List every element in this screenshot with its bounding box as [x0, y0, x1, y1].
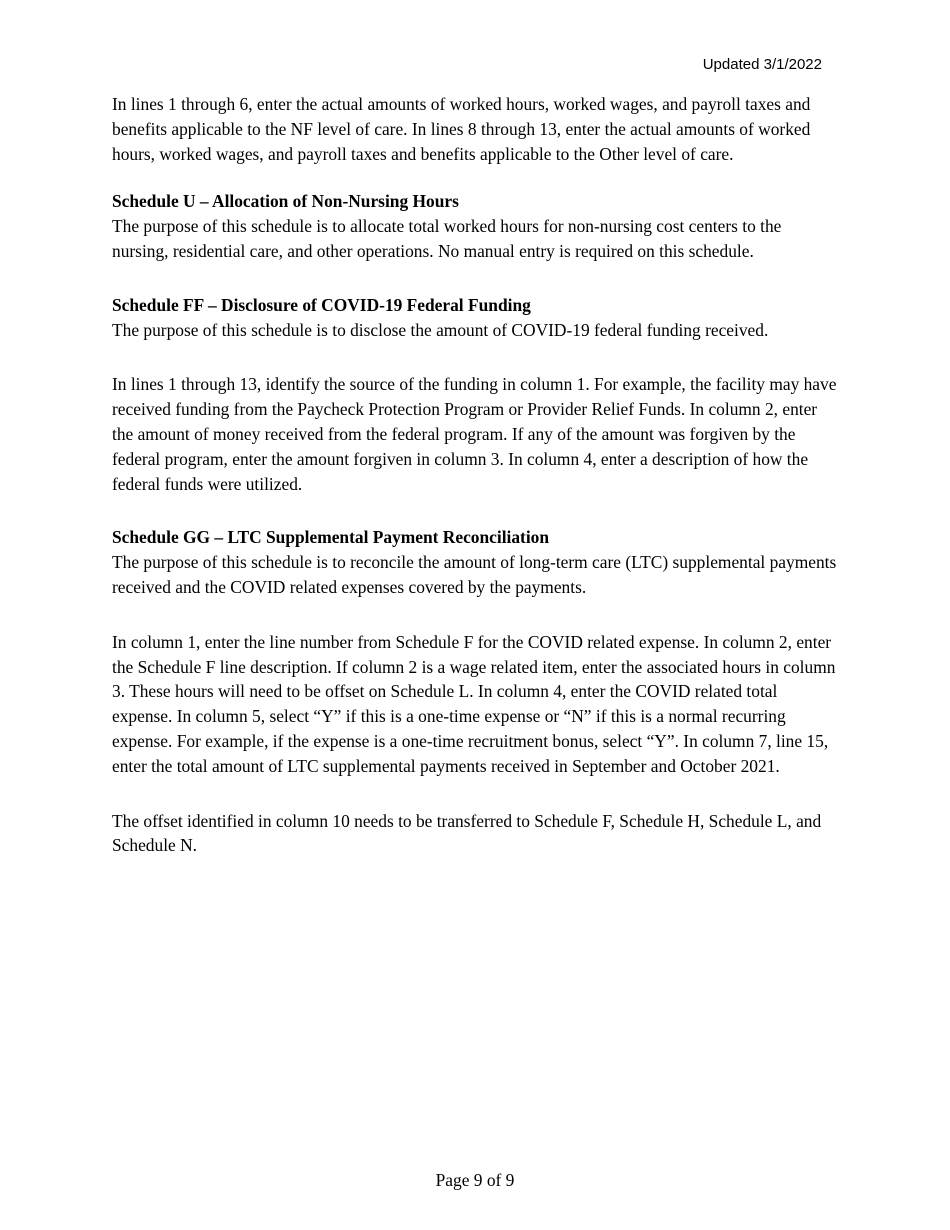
section-schedule-gg [112, 525, 842, 858]
document-body [112, 92, 842, 858]
intro-paragraph: In lines 1 through 6, enter the actual amounts of worked hours, worked wages, and payroll taxes and benefits applicable to the NF level of care. In lines 8 through 13, enter the actual amounts of worked hours, worked wages, and payroll taxes and benefits applicable to the Other level of care. [112, 94, 811, 164]
section-title-schedule-ff: Schedule FF – Disclosure of COVID-19 Federal Funding [112, 294, 531, 315]
schedule-ff-paragraph-1: The purpose of this schedule is to disclose the amount of COVID-19 federal funding received. [112, 319, 769, 340]
section-schedule-u [112, 189, 842, 263]
schedule-gg-paragraph-2: In column 1, enter the line number from Schedule F for the COVID related expense. In column 2, enter the Schedule F line description. If column 2 is a wage related item, enter the associated hours in column 3. These hours will need to be offset on Schedule L. In column 4, enter the COVID related total expense. In column 5, select “Y” if this is a one-time expense or “N” if this is a normal recurring expense. For example, if the expense is a one-time recruitment bonus, select “Y”. In column 7, line 15, enter the total amount of LTC supplemental payments received in September and October 2021. [112, 631, 836, 776]
section-schedule-ff [112, 293, 842, 497]
schedule-ff-paragraph-2: In lines 1 through 13, identify the source of the funding in column 1. For example, the facility may have received funding from the Paycheck Protection Program or Provider Relief Funds. In column 2, enter the amount of money received from the federal program. If any of the amount was forgiven by the federal program, enter the amount forgiven in column 3. In column 4, enter a description of how the federal funds were utilized. [112, 374, 837, 494]
section-title-schedule-gg: Schedule GG – LTC Supplemental Payment Reconciliation [112, 527, 550, 548]
section-title-schedule-u: Schedule U – Allocation of Non-Nursing Hours [112, 191, 459, 212]
page-number: Page 9 of 9 [435, 1170, 515, 1190]
schedule-gg-paragraph-1: The purpose of this schedule is to reconcile the amount of long-term care (LTC) supplemental payments received and the COVID related expenses covered by the payments. [112, 552, 837, 597]
updated-date: Updated 3/1/2022 [702, 56, 822, 73]
schedule-u-paragraph-1: The purpose of this schedule is to allocate total worked hours for non-nursing cost centers to the nursing, residential care, and other operations. No manual entry is required on this schedule. [112, 216, 782, 261]
schedule-gg-paragraph-3: The offset identified in column 10 needs to be transferred to Schedule F, Schedule H, Schedule L, and Schedule N. [112, 810, 822, 856]
